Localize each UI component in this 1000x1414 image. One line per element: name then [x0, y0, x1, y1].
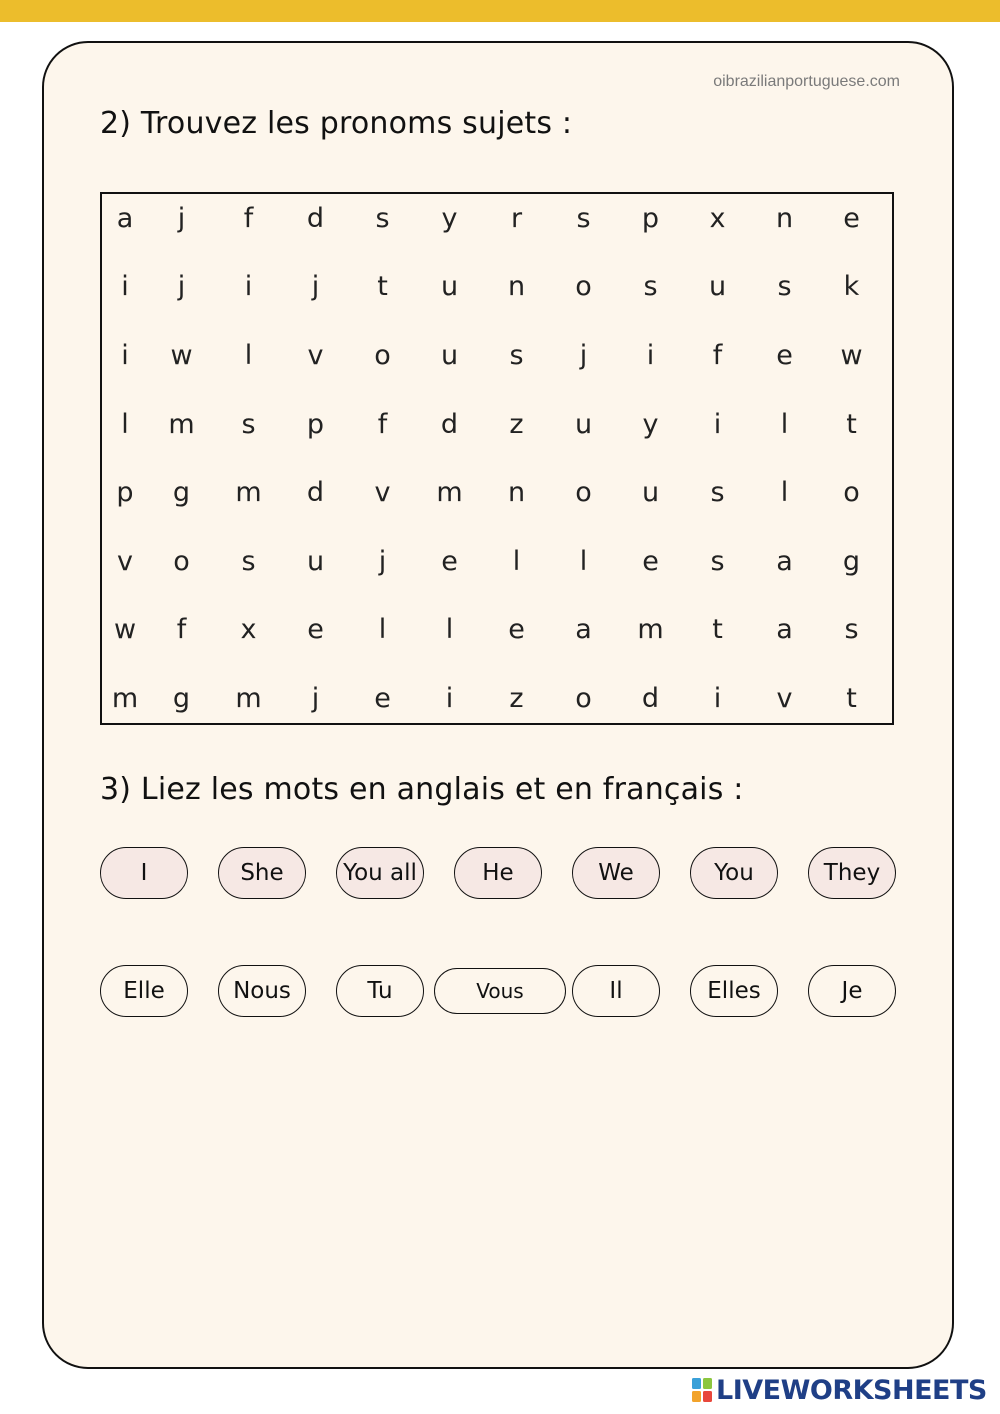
english-pronoun-pill[interactable]: We	[572, 847, 660, 899]
french-pronoun-pill[interactable]: Elles	[690, 965, 778, 1017]
grid-row	[102, 184, 892, 253]
grid-letter[interactable]: x	[709, 202, 726, 234]
grid-letter[interactable]: l	[780, 408, 789, 440]
grid-letter[interactable]: y	[642, 408, 659, 440]
grid-letter[interactable]: i	[646, 339, 655, 371]
top-accent-bar	[0, 0, 1000, 22]
grid-letter[interactable]: e	[642, 545, 659, 577]
grid-row	[102, 596, 892, 665]
grid-letter[interactable]: n	[507, 271, 526, 303]
grid-letter[interactable]: l	[244, 339, 253, 371]
grid-letter[interactable]: w	[840, 339, 863, 371]
grid-letter[interactable]: v	[776, 682, 793, 714]
grid-letter[interactable]: l	[121, 408, 129, 440]
grid-letter[interactable]: j	[177, 202, 186, 234]
grid-letter[interactable]: s	[710, 545, 725, 577]
grid-letter[interactable]: d	[440, 408, 459, 440]
grid-letter[interactable]: m	[436, 477, 463, 509]
grid-letter[interactable]: f	[377, 408, 388, 440]
grid-letter[interactable]: d	[306, 477, 325, 509]
grid-letter[interactable]: y	[441, 202, 458, 234]
grid-letter[interactable]: l	[579, 545, 588, 577]
grid-row	[102, 253, 892, 322]
grid-letter[interactable]: u	[708, 271, 727, 303]
grid-letter[interactable]: e	[307, 614, 324, 646]
grid-letter[interactable]: j	[311, 271, 320, 303]
grid-letter[interactable]: v	[117, 545, 133, 577]
english-pronouns-row	[100, 847, 900, 901]
liveworksheets-logo[interactable]	[692, 1373, 987, 1407]
grid-letter[interactable]: p	[116, 477, 134, 509]
grid-letter[interactable]: v	[307, 339, 324, 371]
grid-letter[interactable]: z	[509, 408, 524, 440]
grid-letter[interactable]: d	[306, 202, 325, 234]
grid-letter[interactable]: o	[843, 477, 860, 509]
grid-letter[interactable]: d	[641, 682, 660, 714]
grid-letter[interactable]: e	[776, 339, 793, 371]
french-pronouns-row	[100, 965, 900, 1019]
grid-letter[interactable]: f	[712, 339, 723, 371]
grid-letter[interactable]: a	[776, 545, 793, 577]
grid-letter[interactable]: i	[445, 682, 454, 714]
english-pronoun-pill[interactable]: He	[454, 847, 542, 899]
grid-letter[interactable]: s	[710, 477, 725, 509]
french-pronoun-pill[interactable]: Elle	[100, 965, 188, 1017]
grid-letter[interactable]: a	[575, 614, 592, 646]
grid-letter[interactable]: j	[311, 682, 320, 714]
grid-letter[interactable]: o	[374, 339, 391, 371]
english-pronoun-pill[interactable]: She	[218, 847, 306, 899]
grid-letter[interactable]: w	[113, 614, 137, 646]
grid-letter[interactable]: s	[576, 202, 591, 234]
grid-letter[interactable]: s	[844, 614, 859, 646]
grid-letter[interactable]: p	[641, 202, 660, 234]
grid-letter[interactable]: i	[244, 271, 253, 303]
grid-letter[interactable]: j	[177, 271, 186, 303]
liveworksheets-logo-icon	[692, 1378, 712, 1402]
grid-letter[interactable]: g	[172, 682, 191, 714]
grid-letter[interactable]: v	[374, 477, 391, 509]
grid-letter[interactable]: a	[776, 614, 793, 646]
grid-letter[interactable]: o	[575, 271, 592, 303]
section-3-title: 3) Liez les mots en anglais et en français :	[100, 772, 744, 807]
french-pronoun-pill[interactable]: Je	[808, 965, 896, 1017]
grid-letter[interactable]: w	[170, 339, 193, 371]
grid-letter[interactable]: n	[775, 202, 794, 234]
grid-letter[interactable]: u	[641, 477, 660, 509]
grid-row	[102, 664, 892, 733]
grid-letter[interactable]: f	[176, 614, 187, 646]
grid-letter[interactable]: t	[377, 271, 388, 303]
grid-letter[interactable]: o	[575, 682, 592, 714]
grid-letter[interactable]: t	[846, 408, 857, 440]
grid-letter[interactable]: i	[713, 682, 722, 714]
grid-letter[interactable]: s	[241, 545, 256, 577]
grid-letter[interactable]: m	[168, 408, 195, 440]
brand-name: LIVEWORKSHEETS	[716, 1374, 987, 1406]
grid-row	[102, 390, 892, 459]
grid-letter[interactable]: l	[378, 614, 387, 646]
grid-letter[interactable]: n	[507, 477, 526, 509]
grid-letter[interactable]: o	[173, 545, 190, 577]
english-pronoun-pill[interactable]: I	[100, 847, 188, 899]
grid-letter[interactable]: x	[240, 614, 257, 646]
grid-letter[interactable]: e	[843, 202, 860, 234]
grid-letter[interactable]: u	[306, 545, 325, 577]
french-pronoun-pill[interactable]: Il	[572, 965, 660, 1017]
grid-letter[interactable]: a	[116, 202, 134, 234]
french-pronoun-pill[interactable]: Tu	[336, 965, 424, 1017]
grid-row	[102, 321, 892, 390]
grid-letter[interactable]: u	[440, 271, 459, 303]
grid-letter[interactable]: s	[509, 339, 524, 371]
english-pronoun-pill[interactable]: You all	[336, 847, 424, 899]
grid-letter[interactable]: g	[172, 477, 191, 509]
french-pronoun-pill[interactable]: Vous	[434, 968, 566, 1014]
french-pronoun-pill[interactable]: Nous	[218, 965, 306, 1017]
grid-row	[102, 527, 892, 596]
grid-letter[interactable]: m	[235, 682, 262, 714]
grid-letter[interactable]: p	[306, 408, 325, 440]
grid-letter[interactable]: l	[780, 477, 789, 509]
grid-letter[interactable]: u	[574, 408, 593, 440]
grid-letter[interactable]: s	[777, 271, 792, 303]
grid-letter[interactable]: s	[241, 408, 256, 440]
grid-letter[interactable]: j	[579, 339, 588, 371]
grid-letter[interactable]: t	[712, 614, 723, 646]
grid-letter[interactable]: z	[509, 682, 524, 714]
grid-letter[interactable]: e	[508, 614, 525, 646]
grid-letter[interactable]: l	[512, 545, 521, 577]
grid-letter[interactable]: r	[510, 202, 523, 234]
grid-letter[interactable]: i	[121, 339, 129, 371]
grid-letter[interactable]: t	[846, 682, 857, 714]
grid-letter[interactable]: s	[643, 271, 658, 303]
grid-letter[interactable]: g	[842, 545, 861, 577]
word-search-grid	[100, 192, 894, 725]
grid-letter[interactable]: o	[575, 477, 592, 509]
grid-letter[interactable]: m	[111, 682, 139, 714]
source-credit: oibrazilianportuguese.com	[713, 73, 900, 90]
grid-letter[interactable]: s	[375, 202, 390, 234]
grid-row	[102, 458, 892, 527]
grid-letter[interactable]: i	[121, 271, 129, 303]
grid-letter[interactable]: i	[713, 408, 722, 440]
grid-letter[interactable]: e	[441, 545, 458, 577]
grid-letter[interactable]: u	[440, 339, 459, 371]
section-2-title: 2) Trouvez les pronoms sujets :	[100, 106, 573, 141]
grid-letter[interactable]: e	[374, 682, 391, 714]
grid-letter[interactable]: m	[637, 614, 664, 646]
grid-letter[interactable]: k	[843, 271, 860, 303]
grid-letter[interactable]: m	[235, 477, 262, 509]
grid-letter[interactable]: j	[378, 545, 387, 577]
grid-letter[interactable]: f	[243, 202, 254, 234]
english-pronoun-pill[interactable]: You	[690, 847, 778, 899]
english-pronoun-pill[interactable]: They	[808, 847, 896, 899]
grid-letter[interactable]: l	[445, 614, 454, 646]
